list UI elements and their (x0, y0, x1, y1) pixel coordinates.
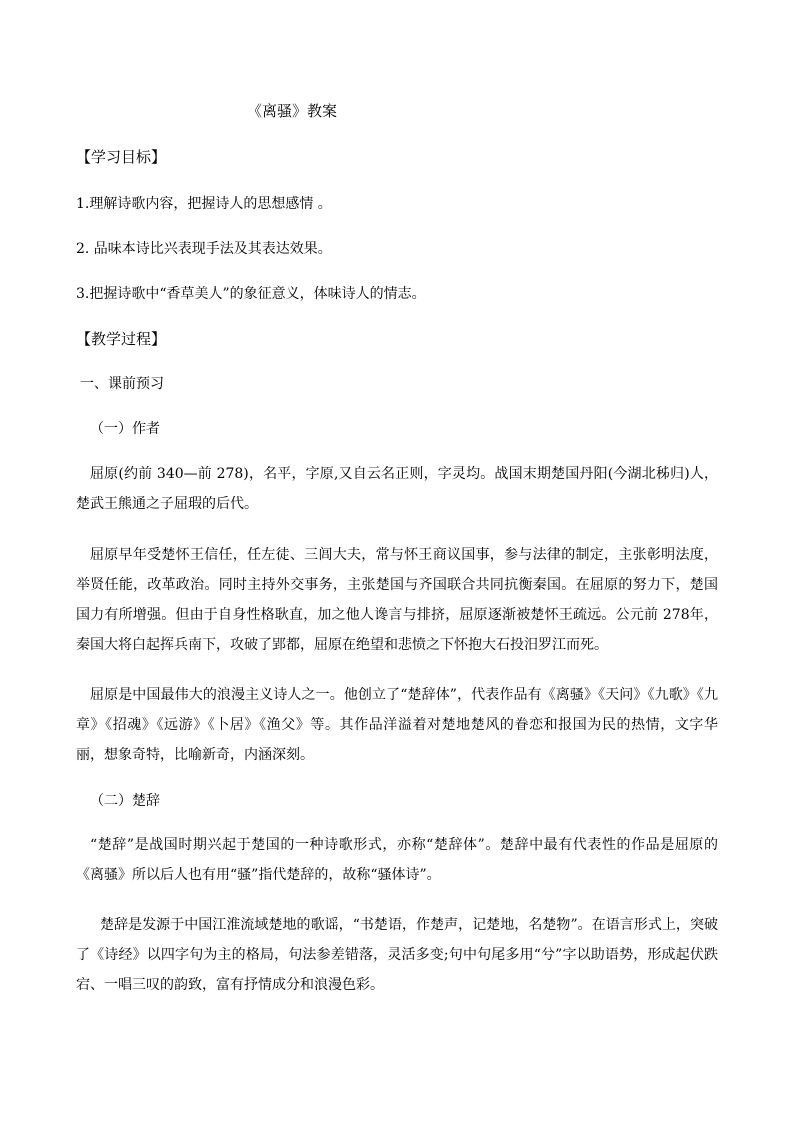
document-title: 《离骚》教案 (247, 102, 338, 120)
subheading-chuci: （二）楚辞 (90, 793, 160, 809)
paragraph-chuci-origin: 楚辞是发源于中国江淮流域楚地的歌谣，“书楚语，作楚声，记楚地，名楚物”。在语言形式上，突破了《诗经》以四字句为主的格局，句法参差错落，灵活多变;句中句尾多用“兮”字以助语势，形成起伏跌宕、一唱三叹的韵致，富有抒情成分和浪漫色彩。 (76, 917, 718, 993)
paragraph-author-works: 屈原是中国最伟大的浪漫主义诗人之一。他创立了“楚辞体”，代表作品有《离骚》《天问》《九歌》《九章》《招魂》《远游》《卜居》《渔父》等。其作品洋溢着对楚地楚风的眷恋和报国为民的热情，文字华丽，想象奇特，比喻新奇，内涵深刻。 (76, 687, 718, 763)
subheading-author: （一）作者 (90, 421, 160, 437)
goal-item-2: 2. 品味本诗比兴表现手法及其表达效果。 (76, 241, 332, 257)
goal-item-1: 1.理解诗歌内容，把握诗人的思想感情 。 (76, 196, 332, 212)
paragraph-author-career: 屈原早年受楚怀王信任，任左徒、三闾大夫，常与怀王商议国事，参与法律的制定，主张彰明法度，举贤任能，改革政治。同时主持外交事务，主张楚国与齐国联合共同抗衡秦国。在屈原的努力下，楚国国力有所增强。但由于自身性格耿直，加之他人谗言与排挤，屈原逐渐被楚怀王疏远。公元前 278年，秦国大将白起挥兵南下，攻破了郢都，屈原在绝望和悲愤之下怀抱大石投汨罗江而死。 (76, 547, 718, 653)
paragraph-author-intro: 屈原(约前 340—前 278)，名平，字原,又自云名正则，字灵均。战国末期楚国丹阳(今湖北秭归)人，楚武王熊通之子屈瑕的后代。 (76, 466, 718, 512)
paragraph-chuci-definition: “楚辞”是战国时期兴起于楚国的一种诗歌形式，亦称“楚辞体”。楚辞中最有代表性的作品是屈原的《离骚》所以后人也有用“骚”指代楚辞的，故称“骚体诗”。 (76, 837, 718, 883)
goal-item-3: 3.把握诗歌中“香草美人”的象征意义，体味诗人的情志。 (76, 286, 426, 302)
section-heading-process: 【教学过程】 (76, 330, 167, 348)
section-heading-goals: 【学习目标】 (76, 148, 167, 166)
part-heading-preview: 一、课前预习 (80, 376, 164, 392)
